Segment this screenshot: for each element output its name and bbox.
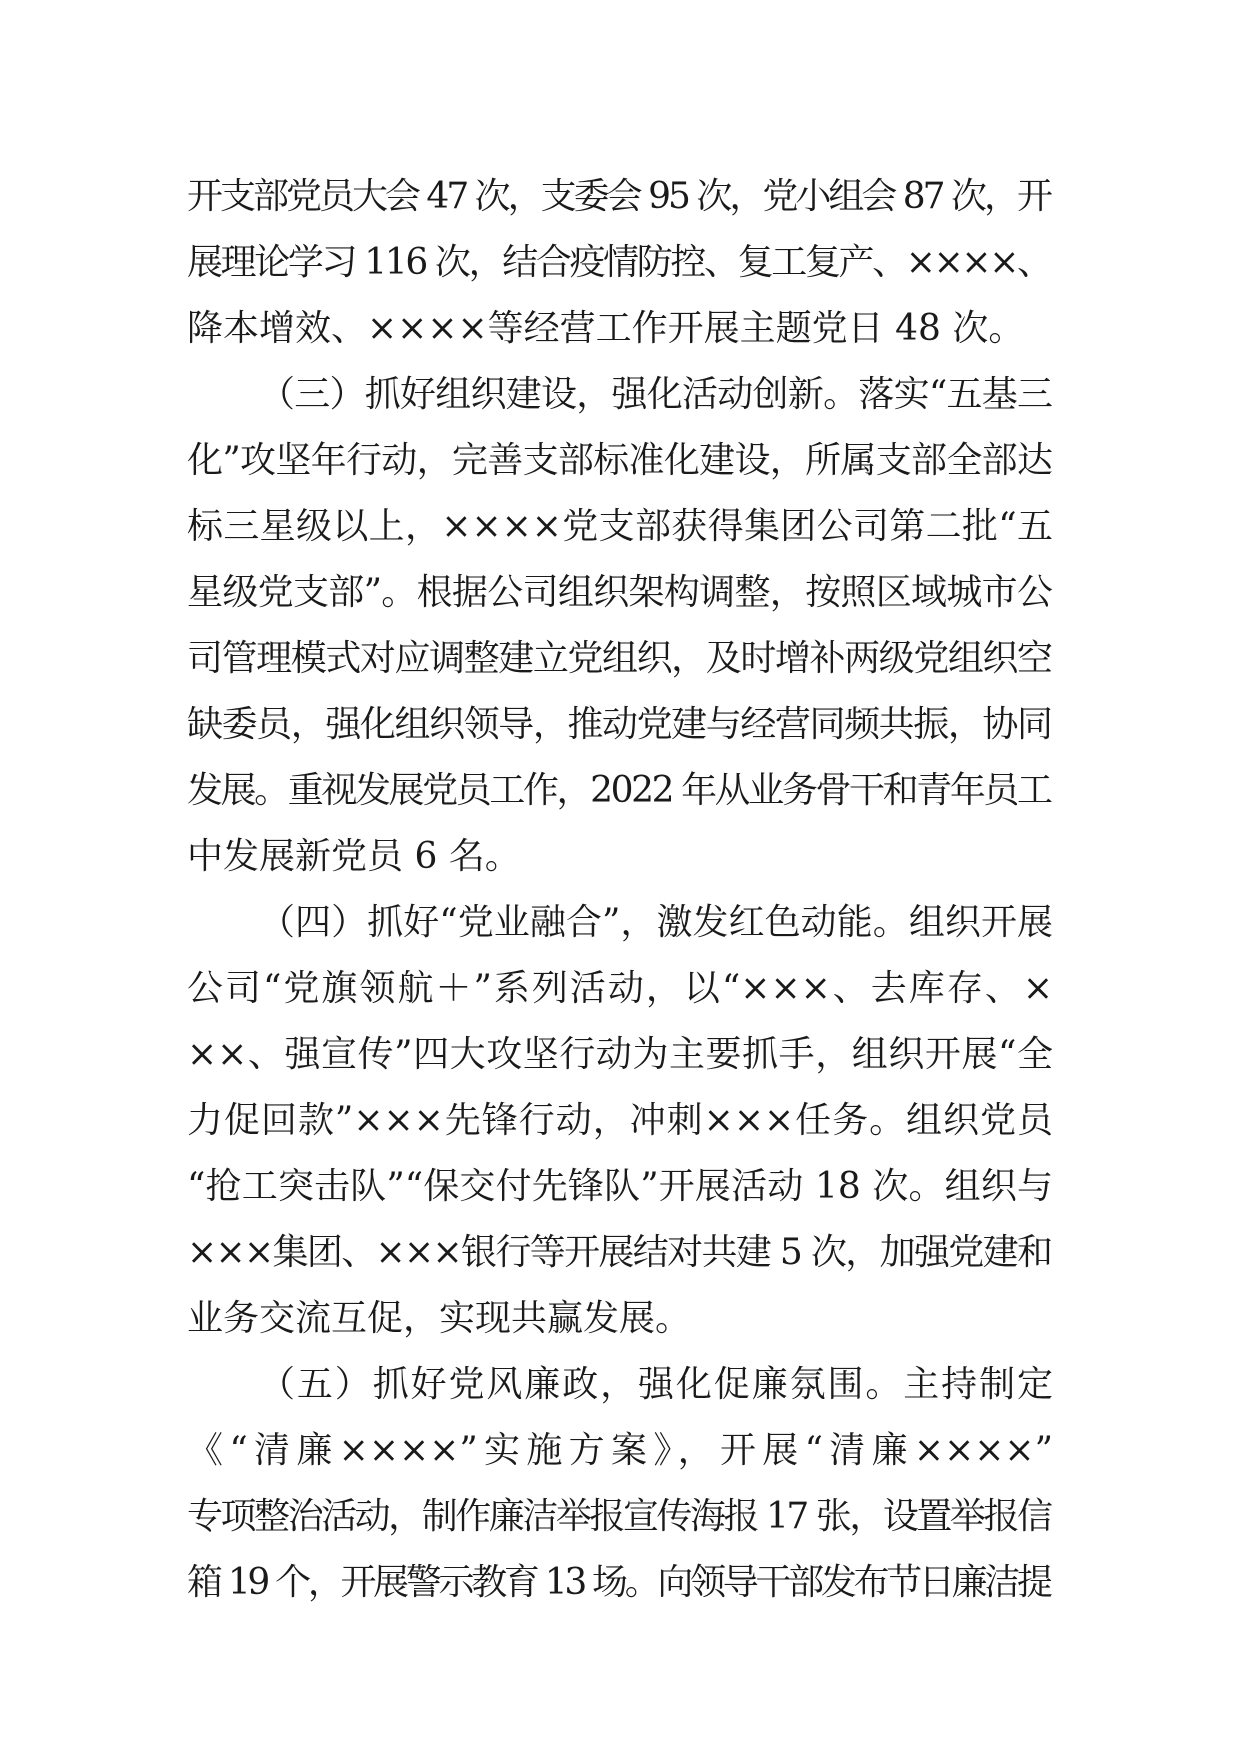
text-line: （五）抓好党风廉政，强化促廉氛围。主持制定 — [259, 1364, 1053, 1405]
text-line: “抢工突击队”“保交付先锋队”开展活动 18 次。组织与 — [187, 1166, 1053, 1207]
text-line: 化”攻坚年行动，完善支部标准化建设，所属支部全部达 — [187, 440, 1053, 481]
text-line: （三）抓好组织建设，强化活动创新。落实“五基三 — [259, 374, 1053, 415]
text-line: 公司“党旗领航＋”系列活动，以“×××、去库存、× — [187, 968, 1053, 1009]
text-line: 力促回款”×××先锋行动，冲刺×××任务。组织党员 — [187, 1100, 1053, 1141]
text-line: （四）抓好“党业融合”，激发红色动能。组织开展 — [259, 902, 1053, 943]
text-line: 《“清廉××××”实施方案》，开展“清廉××××” — [187, 1430, 1053, 1471]
text-line: 星级党支部”。根据公司组织架构调整，按照区域城市公 — [187, 572, 1053, 613]
text-line: 标三星级以上，××××党支部获得集团公司第二批“五 — [187, 506, 1053, 547]
text-line: 缺委员，强化组织领导，推动党建与经营同频共振，协同 — [187, 704, 1052, 745]
text-line: 发展。重视发展党员工作，2022 年从业务骨干和青年员工 — [187, 770, 1051, 811]
text-line: ×××集团、×××银行等开展结对共建 5 次，加强党建和 — [187, 1232, 1052, 1273]
text-line: 业务交流互促，实现共赢发展。 — [187, 1298, 692, 1339]
text-line: 专项整治活动，制作廉洁举报宣传海报 17 张，设置举报信 — [187, 1496, 1051, 1537]
text-line: 箱 19 个，开展警示教育 13 场。向领导干部发布节日廉洁提 — [187, 1562, 1050, 1603]
document-body — [187, 164, 1053, 1616]
text-line: ××、强宣传”四大攻坚行动为主要抓手，组织开展“全 — [187, 1034, 1053, 1075]
text-line: 展理论学习 116 次，结合疫情防控、复工复产、××××、 — [187, 242, 1051, 283]
text-line: 中发展新党员 6 名。 — [187, 836, 521, 877]
text-line: 开支部党员大会 47 次，支委会 95 次，党小组会 87 次，开 — [187, 176, 1050, 217]
text-line: 司管理模式对应调整建立党组织，及时增补两级党组织空 — [187, 638, 1052, 679]
text-line: 降本增效、××××等经营工作开展主题党日 48 次。 — [187, 308, 1025, 349]
